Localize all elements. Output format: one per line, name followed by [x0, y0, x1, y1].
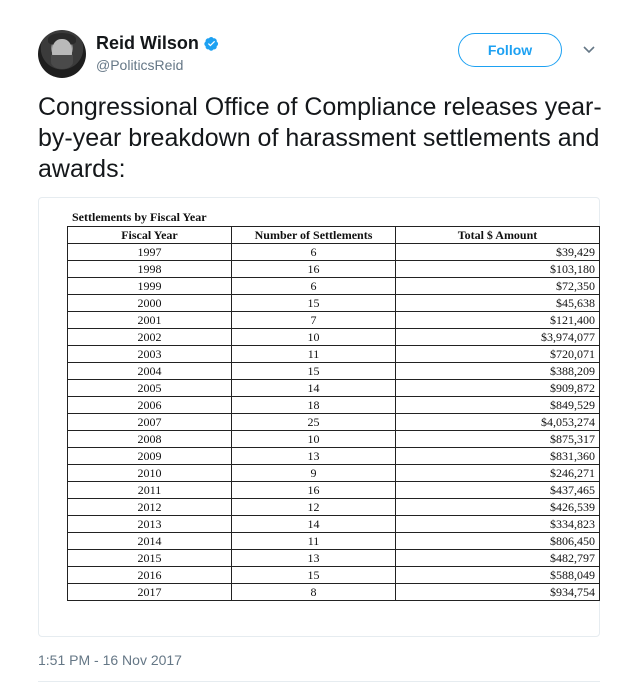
table-row — [68, 346, 600, 363]
cell-total-amount: $45,638 — [396, 295, 600, 312]
cell-number-of-settlements: 11 — [232, 533, 396, 550]
cell-fiscal-year: 2002 — [68, 329, 232, 346]
table-row — [68, 295, 600, 312]
cell-total-amount: $39,429 — [396, 244, 600, 261]
cell-number-of-settlements: 15 — [232, 567, 396, 584]
cell-number-of-settlements: 14 — [232, 380, 396, 397]
tweet-text: Congressional Office of Compliance releases year-by-year breakdown of harassment settlements and awards: — [38, 93, 602, 183]
tweet-timestamp[interactable]: 1:51 PM - 16 Nov 2017 — [38, 652, 182, 668]
cell-number-of-settlements: 14 — [232, 516, 396, 533]
cell-number-of-settlements: 8 — [232, 584, 396, 601]
cell-number-of-settlements: 6 — [232, 244, 396, 261]
author-name-row[interactable] — [96, 33, 219, 54]
tweet-header — [38, 30, 608, 80]
verified-badge-icon — [204, 36, 219, 51]
cell-number-of-settlements: 6 — [232, 278, 396, 295]
col-number-of-settlements: Number of Settlements — [232, 227, 396, 244]
cell-total-amount: $588,049 — [396, 567, 600, 584]
cell-number-of-settlements: 12 — [232, 499, 396, 516]
col-total-amount: Total $ Amount — [396, 227, 600, 244]
table-header-row — [68, 227, 600, 244]
table-row — [68, 261, 600, 278]
cell-total-amount: $909,872 — [396, 380, 600, 397]
cell-number-of-settlements: 25 — [232, 414, 396, 431]
cell-number-of-settlements: 11 — [232, 346, 396, 363]
cell-total-amount: $806,450 — [396, 533, 600, 550]
cell-fiscal-year: 2015 — [68, 550, 232, 567]
cell-total-amount: $4,053,274 — [396, 414, 600, 431]
cell-total-amount: $388,209 — [396, 363, 600, 380]
table-row — [68, 584, 600, 601]
table-row — [68, 363, 600, 380]
avatar[interactable] — [38, 30, 86, 78]
cell-number-of-settlements: 15 — [232, 295, 396, 312]
cell-total-amount: $849,529 — [396, 397, 600, 414]
table-row — [68, 397, 600, 414]
cell-fiscal-year: 2007 — [68, 414, 232, 431]
follow-button[interactable]: Follow — [458, 33, 562, 67]
col-fiscal-year: Fiscal Year — [68, 227, 232, 244]
cell-total-amount: $72,350 — [396, 278, 600, 295]
cell-number-of-settlements: 18 — [232, 397, 396, 414]
cell-fiscal-year: 2004 — [68, 363, 232, 380]
cell-total-amount: $934,754 — [396, 584, 600, 601]
cell-number-of-settlements: 13 — [232, 448, 396, 465]
cell-number-of-settlements: 15 — [232, 363, 396, 380]
cell-number-of-settlements: 9 — [232, 465, 396, 482]
table-row — [68, 278, 600, 295]
table-row — [68, 533, 600, 550]
cell-fiscal-year: 2008 — [68, 431, 232, 448]
cell-fiscal-year: 2005 — [68, 380, 232, 397]
cell-total-amount: $246,271 — [396, 465, 600, 482]
author-handle[interactable]: @PoliticsReid — [96, 57, 184, 73]
cell-total-amount: $334,823 — [396, 516, 600, 533]
cell-fiscal-year: 2016 — [68, 567, 232, 584]
cell-fiscal-year: 2014 — [68, 533, 232, 550]
cell-fiscal-year: 2009 — [68, 448, 232, 465]
cell-total-amount: $437,465 — [396, 482, 600, 499]
author-name[interactable]: Reid Wilson — [96, 33, 199, 53]
cell-fiscal-year: 2012 — [68, 499, 232, 516]
cell-total-amount: $831,360 — [396, 448, 600, 465]
table-row — [68, 414, 600, 431]
cell-number-of-settlements: 7 — [232, 312, 396, 329]
cell-total-amount: $3,974,077 — [396, 329, 600, 346]
table-row — [68, 567, 600, 584]
cell-total-amount: $103,180 — [396, 261, 600, 278]
cell-total-amount: $482,797 — [396, 550, 600, 567]
cell-fiscal-year: 2011 — [68, 482, 232, 499]
cell-number-of-settlements: 16 — [232, 482, 396, 499]
cell-fiscal-year: 1999 — [68, 278, 232, 295]
document-title: Settlements by Fiscal Year — [72, 210, 207, 224]
cell-number-of-settlements: 10 — [232, 329, 396, 346]
table-row — [68, 482, 600, 499]
table-row — [68, 499, 600, 516]
attached-image[interactable] — [38, 197, 600, 637]
cell-number-of-settlements: 16 — [232, 261, 396, 278]
table-row — [68, 380, 600, 397]
cell-total-amount: $426,539 — [396, 499, 600, 516]
table-row — [68, 329, 600, 346]
table-row — [68, 244, 600, 261]
table-row — [68, 431, 600, 448]
cell-fiscal-year: 1997 — [68, 244, 232, 261]
cell-total-amount: $121,400 — [396, 312, 600, 329]
settlements-table — [67, 226, 600, 601]
cell-total-amount: $875,317 — [396, 431, 600, 448]
cell-number-of-settlements: 10 — [232, 431, 396, 448]
cell-fiscal-year: 2006 — [68, 397, 232, 414]
cell-fiscal-year: 2010 — [68, 465, 232, 482]
cell-total-amount: $720,071 — [396, 346, 600, 363]
chevron-down-icon[interactable] — [583, 45, 595, 55]
table-row — [68, 448, 600, 465]
cell-fiscal-year: 2013 — [68, 516, 232, 533]
cell-fiscal-year: 2000 — [68, 295, 232, 312]
table-row — [68, 465, 600, 482]
cell-fiscal-year: 2003 — [68, 346, 232, 363]
cell-fiscal-year: 1998 — [68, 261, 232, 278]
cell-fiscal-year: 2001 — [68, 312, 232, 329]
table-row — [68, 550, 600, 567]
table-row — [68, 516, 600, 533]
cell-number-of-settlements: 13 — [232, 550, 396, 567]
table-row — [68, 312, 600, 329]
cell-fiscal-year: 2017 — [68, 584, 232, 601]
